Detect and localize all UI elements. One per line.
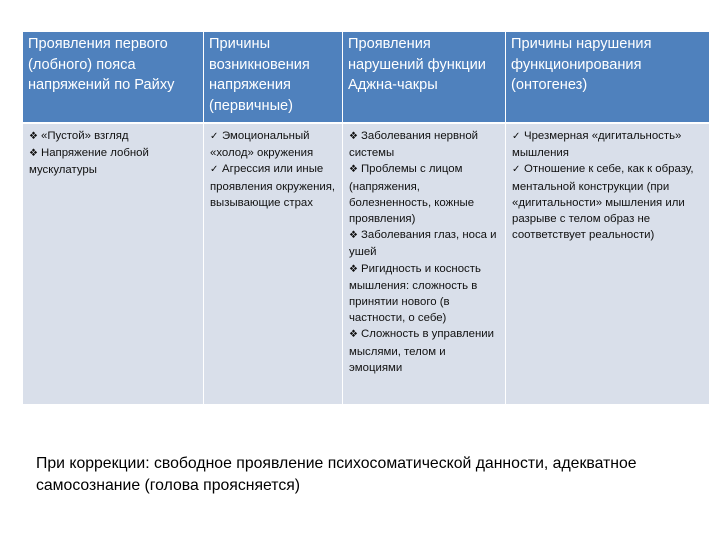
list-item-text: Заболевания нервной системы xyxy=(349,130,479,160)
correction-text: : свободное проявление психосоматической данности, адекватное самосознание (голова проясняется) xyxy=(36,455,637,494)
list-item-text: Агрессия или иные проявления окружения, вызывающие страх xyxy=(210,163,336,209)
list-item-text: Напряжение лобной мускулатуры xyxy=(29,147,149,177)
check-icon: ✓ xyxy=(210,131,219,142)
correction-note xyxy=(36,453,676,497)
diamond-bullet-icon: ❖ xyxy=(29,131,38,142)
list-item-text: Сложность в управлении мыслями, телом и эмоциями xyxy=(349,328,494,374)
table-cell xyxy=(204,123,343,404)
table-row xyxy=(23,123,709,404)
table-header-row xyxy=(23,32,709,123)
list-item xyxy=(29,145,199,178)
list-item xyxy=(349,261,501,327)
list-item xyxy=(349,161,501,227)
table-cell xyxy=(343,123,506,404)
header-cell: Причины нарушения функционирования (онтогенез) xyxy=(506,32,710,123)
diamond-bullet-icon: ❖ xyxy=(349,131,358,142)
list-item-text: Чрезмерная «дигитальность» мышления xyxy=(512,130,682,160)
list-item-text: «Пустой» взгляд xyxy=(41,130,129,142)
table-cell xyxy=(506,123,710,404)
diamond-bullet-icon: ❖ xyxy=(349,329,358,341)
diamond-bullet-icon: ❖ xyxy=(349,164,358,176)
check-icon: ✓ xyxy=(512,131,521,142)
list-item xyxy=(512,161,705,243)
diamond-bullet-icon: ❖ xyxy=(29,148,38,160)
list-item-text: Ригидность и косность мышления: сложность в принятии нового (в частности, о себе) xyxy=(349,262,481,325)
list-item xyxy=(210,161,338,211)
diamond-bullet-icon: ❖ xyxy=(349,263,358,275)
header-cell: Проявления первого (лобного) пояса напряжений по Райху xyxy=(23,32,204,123)
list-item xyxy=(210,128,338,161)
list-item xyxy=(349,227,501,260)
list-item xyxy=(349,326,501,376)
list-item xyxy=(349,128,501,161)
header-cell: Причины возникновения напряжения (первичные) xyxy=(204,32,343,123)
list-item-text: Отношение к себе, как к образу, ментальной конструкции (при «дигитальности» мышления или разрыве с телом образ не соответствует реальности) xyxy=(512,163,694,242)
diamond-bullet-icon: ❖ xyxy=(349,230,358,242)
check-icon: ✓ xyxy=(512,164,521,176)
psychosomatic-table xyxy=(23,32,709,404)
list-item-text: Проблемы с лицом (напряжения, болезненность, кожные проявления) xyxy=(349,163,475,226)
correction-label: При коррекции xyxy=(36,455,146,472)
table-cell xyxy=(23,123,204,404)
list-item xyxy=(512,128,705,161)
list-item-text: Эмоциональный «холод» окружения xyxy=(210,130,314,160)
check-icon: ✓ xyxy=(210,164,219,176)
list-item xyxy=(29,128,199,145)
header-cell: Проявления нарушений функции Аджна-чакры xyxy=(343,32,506,123)
list-item-text: Заболевания глаз, носа и ушей xyxy=(349,229,497,259)
